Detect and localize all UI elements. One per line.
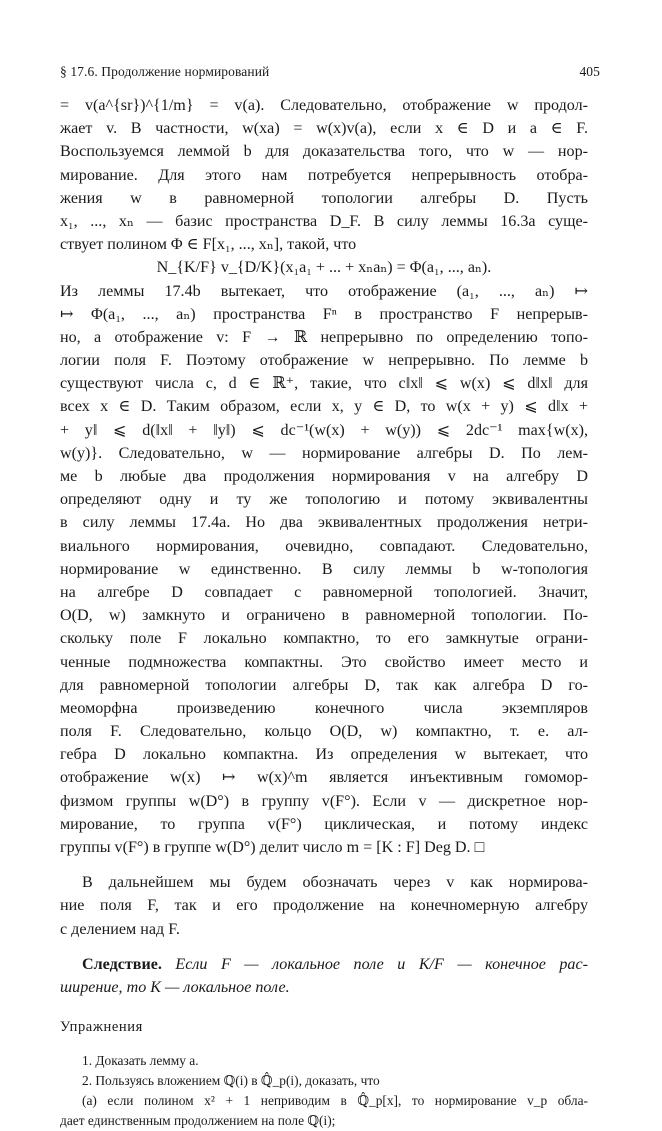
corollary — [60, 953, 588, 999]
text-line: ме b любые два продолжения нормирования v на алгебру D — [60, 468, 588, 485]
text-line: скольку поле F локально компактно, то его замкнутые ограни- — [60, 630, 588, 648]
text-line: мирование. Для этого нам потребуется непрерывность отобра- — [60, 166, 588, 184]
text-line: но, а отображение v: F → ℝ непрерывно по определению топо- — [60, 328, 588, 346]
text-line: жения w в равномерной топологии алгебры D. Пусть — [60, 189, 588, 207]
text-line: ние поля F, так и его продолжение на конечномерную алгебру — [60, 897, 588, 915]
text-line: логии поля F. Поэтому отображение w непрерывно. По лемме b — [60, 352, 588, 370]
text-line: для равномерной топологии алгебры D, так как алгебра D го- — [60, 676, 588, 694]
corollary-text: ширение, то K — локальное поле. — [60, 978, 290, 996]
text-line: В дальнейшем мы будем обозначать через v как нормирова- — [82, 874, 588, 892]
text-line: меоморфна произведению конечного числа экземпляров — [60, 699, 588, 717]
corollary-label: Следствие. — [82, 955, 162, 973]
text-line: w(y)}. Следовательно, w — нормирование алгебры D. По лем- — [60, 444, 588, 462]
text-line: Воспользуемся леммой b для доказательства того, что w — нор- — [60, 143, 588, 161]
text-line: поля F. Следовательно, кольцо O(D, w) компактно, т. е. ал- — [60, 723, 588, 741]
spacer — [60, 999, 588, 1017]
text-line: = v(a^{sr})^{1/m} = v(a). Следовательно, отображение w продол- — [60, 97, 588, 114]
text-line: физмом группы w(D°) в группу v(F°). Если v — дискретное нор- — [60, 792, 588, 810]
main-text — [60, 94, 588, 1131]
text-line: виального нормирования, очевидно, совпадают. Следовательно, — [60, 537, 588, 555]
text-line: x₁, ..., xₙ — базис пространства D_F. В силу леммы 16.3а суще- — [60, 212, 588, 230]
exercises-section — [60, 1017, 588, 1131]
spacer — [60, 1037, 588, 1051]
text-line: отображение w(x) ↦ w(x)^m является инъективным гомомор- — [60, 769, 588, 787]
text-line: группы v(F°) в группе w(D°) делит число m = [K : F] Deg D. □ — [60, 839, 485, 856]
text-line: нормирование w единственно. В силу леммы b w-топология — [60, 560, 588, 578]
text-line: мирование, то группа v(F°) циклическая, и потому индекс — [60, 815, 588, 833]
notation-paragraph — [60, 871, 588, 941]
spacer — [60, 941, 588, 953]
text-line: ↦ Φ(a₁, ..., aₙ) пространства Fⁿ в пространство F непрерыв- — [60, 305, 588, 323]
text-line: на алгебре D совпадает с равномерной топологией. Значит, — [60, 583, 588, 601]
display-formula: N_{K/F} v_{D/K}(x₁a₁ + ... + xₙaₙ) = Φ(a₁, ..., aₙ). — [156, 259, 492, 277]
text-line: в силу леммы 17.4а. Но два эквивалентных продолжения нетри- — [60, 514, 588, 532]
text-line: O(D, w) замкнуто и ограничено в равномерной топологии. По- — [60, 607, 588, 625]
text-line: + y‖ ⩽ d(‖x‖ + ‖y‖) ⩽ dc⁻¹(w(x) + w(y)) ⩽ 2dc⁻¹ max{w(x), — [60, 421, 588, 439]
exercise-item: (а) если полином x² + 1 неприводим в ℚ̂_p[x], то нормирование v_p обла- — [82, 1093, 588, 1109]
text-line: жает v. В частности, w(xa) = w(x)v(a), если x ∈ D и a ∈ F. — [60, 120, 588, 138]
proof-paragraph — [60, 94, 588, 859]
exercise-item: 1. Доказать лемму а. — [82, 1053, 199, 1069]
exercises-heading: Упражнения — [60, 1019, 143, 1036]
text-line: с делением над F. — [60, 920, 180, 938]
exercise-item: 2. Пользуясь вложением ℚ(i) в ℚ̂_p(i), доказать, что — [82, 1073, 380, 1089]
corollary-line — [60, 953, 588, 976]
corollary-line — [60, 976, 588, 999]
section-title: § 17.6. Продолжение нормирований — [60, 64, 270, 79]
text-line: ченные подмножества компактны. Это свойство имеет место и — [60, 653, 588, 671]
text-line: ствует полином Φ ∈ F[x₁, ..., xₙ], такой, что — [60, 236, 357, 254]
text-line: гебра D локально компактна. Из определения w вытекает, что — [60, 746, 588, 764]
spacer — [60, 859, 588, 871]
text-line: определяют одну и ту же топологию и потому эквивалентны — [60, 491, 588, 509]
text-line: Из леммы 17.4b вытекает, что отображение (a₁, ..., aₙ) ↦ — [60, 282, 588, 300]
text-line: всех x ∈ D. Таким образом, если x, y ∈ D, то w(x + y) ⩽ d‖x + — [60, 398, 588, 416]
text-line: существуют числа c, d ∈ ℝ⁺, такие, что c‖x‖ ⩽ w(x) ⩽ d‖x‖ для — [60, 375, 588, 393]
exercise-item: дает единственным продолжением на поле ℚ(i); — [60, 1113, 336, 1129]
page-number: 405 — [579, 64, 600, 79]
corollary-text: Если F — локальное поле и K/F — конечное рас- — [175, 955, 588, 973]
running-header — [60, 64, 600, 80]
